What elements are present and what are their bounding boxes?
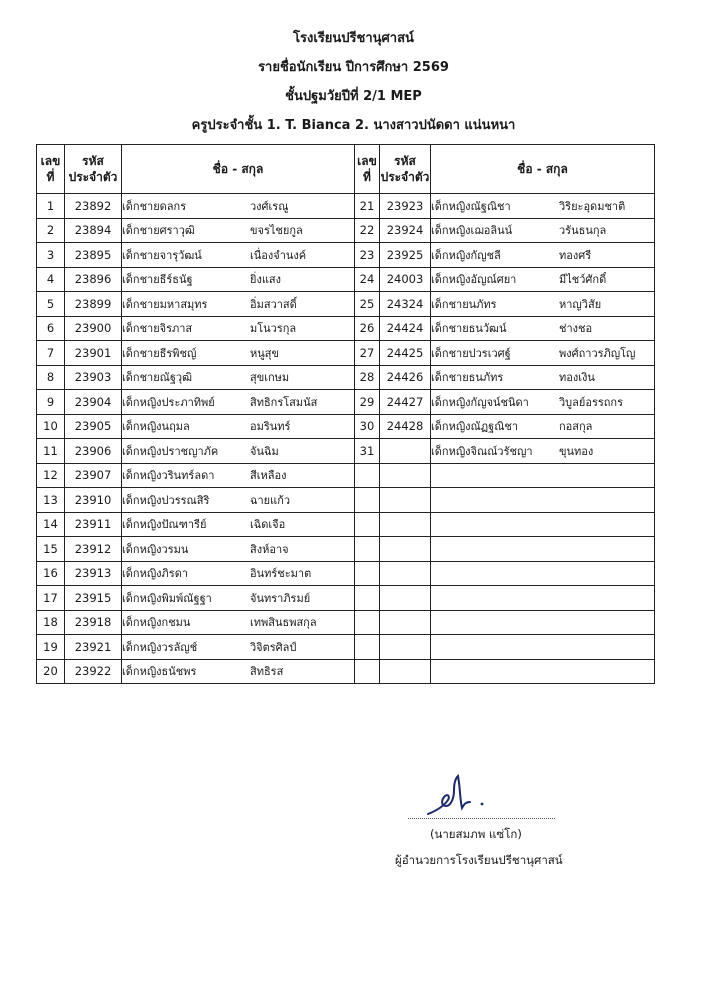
student-last-name: สุขเกษม — [250, 371, 290, 385]
student-first-name: เด็กหญิงปัณฑารีย์ — [122, 518, 207, 532]
student-name-cell — [431, 292, 655, 317]
student-number: 27 — [355, 341, 380, 366]
student-last-name: อินทร์ชะมาต — [250, 567, 312, 581]
student-number: 17 — [37, 586, 65, 611]
col-header-no: เลข ที่ — [37, 145, 65, 194]
table-row — [37, 610, 655, 635]
student-name-cell — [122, 610, 355, 635]
student-number: 19 — [37, 635, 65, 660]
student-name-cell — [431, 267, 655, 292]
student-last-name: จันทราภิรมย์ — [250, 591, 311, 605]
student-name-cell — [122, 341, 355, 366]
student-name-cell — [122, 218, 355, 243]
student-first-name: เด็กชายนภัทร — [431, 297, 497, 311]
student-id: 24324 — [380, 292, 431, 317]
student-first-name: เด็กหญิงวรมน — [122, 542, 189, 556]
student-last-name: ช่างชอ — [559, 322, 593, 336]
student-first-name: เด็กหญิงอัญณ์ศยา — [431, 273, 517, 287]
empty-cell — [355, 610, 380, 635]
empty-cell — [355, 488, 380, 513]
student-first-name: เด็กชายดลกร — [122, 199, 187, 213]
student-last-name: หาญวิสัย — [559, 297, 602, 311]
student-id: 23906 — [65, 439, 122, 464]
student-id: 23923 — [380, 194, 431, 219]
student-number: 28 — [355, 365, 380, 390]
director-signature — [408, 760, 558, 820]
student-number: 15 — [37, 537, 65, 562]
table-row — [37, 267, 655, 292]
table-row — [37, 488, 655, 513]
student-last-name: วิจิตรศิลป์ — [250, 640, 297, 654]
table-row — [37, 292, 655, 317]
student-first-name: เด็กหญิงณัฏฐณิชา — [431, 420, 519, 434]
empty-cell — [355, 537, 380, 562]
student-last-name: วิบูลย์อรรถกร — [559, 395, 623, 409]
student-name-cell — [122, 463, 355, 488]
student-number: 21 — [355, 194, 380, 219]
student-id: 23904 — [65, 390, 122, 415]
student-last-name: สีเหลือง — [250, 469, 287, 483]
table-row — [37, 439, 655, 464]
student-id: 23899 — [65, 292, 122, 317]
student-last-name: วรันธนกุล — [559, 224, 607, 238]
table-row — [37, 659, 655, 684]
student-id: 24425 — [380, 341, 431, 366]
student-name-cell — [122, 292, 355, 317]
signer-title: ผู้อำนวยการโรงเรียนปรีชานุศาสน์ — [395, 853, 563, 867]
table-row — [37, 512, 655, 537]
student-number: 23 — [355, 243, 380, 268]
empty-cell — [380, 537, 431, 562]
student-name-cell — [431, 194, 655, 219]
student-first-name: เด็กหญิงประภาทิพย์ — [122, 395, 215, 409]
empty-cell — [355, 512, 380, 537]
table-row — [37, 414, 655, 439]
student-name-cell — [122, 390, 355, 415]
student-number: 31 — [355, 439, 380, 464]
student-number: 12 — [37, 463, 65, 488]
student-first-name: เด็กหญิงวรินทร์ลดา — [122, 469, 215, 483]
student-number: 22 — [355, 218, 380, 243]
table-row — [37, 463, 655, 488]
student-number: 14 — [37, 512, 65, 537]
student-name-cell — [122, 414, 355, 439]
student-name-cell — [431, 610, 655, 635]
student-name-cell — [122, 488, 355, 513]
student-first-name: เด็กหญิงภิรดา — [122, 567, 189, 581]
student-last-name: ยิ่งแสง — [250, 273, 281, 287]
student-first-name: เด็กชายธีรพิชญ์ — [122, 346, 197, 360]
student-id: 23913 — [65, 561, 122, 586]
student-id: 24427 — [380, 390, 431, 415]
empty-cell — [355, 561, 380, 586]
class-label: ชั้นปฐมวัยปีที่ 2/1 MEP — [285, 89, 422, 104]
student-name-cell — [122, 365, 355, 390]
student-last-name: สิงห์อาจ — [250, 542, 289, 556]
student-name-cell — [431, 414, 655, 439]
student-name-cell — [122, 267, 355, 292]
student-last-name: หนูสุข — [250, 346, 280, 360]
student-name-cell — [122, 439, 355, 464]
student-name-cell — [431, 586, 655, 611]
student-last-name: ขุนทอง — [559, 444, 594, 458]
student-first-name: เด็กชายปวรเวศฐ์ — [431, 346, 511, 360]
student-id: 23921 — [65, 635, 122, 660]
col-header-id: รหัส ประจำตัว — [65, 145, 122, 194]
table-row — [37, 218, 655, 243]
empty-cell — [355, 463, 380, 488]
student-number: 29 — [355, 390, 380, 415]
student-id: 23924 — [380, 218, 431, 243]
student-last-name: สิทธิกรโสมนัส — [250, 395, 318, 409]
student-number: 20 — [37, 659, 65, 684]
empty-cell — [355, 586, 380, 611]
student-first-name: เด็กหญิงปวรรณสิริ — [122, 493, 210, 507]
student-number: 8 — [37, 365, 65, 390]
student-number: 1 — [37, 194, 65, 219]
student-name-cell — [431, 561, 655, 586]
table-row — [37, 243, 655, 268]
student-first-name: เด็กหญิงณัฐณิชา — [431, 199, 511, 213]
student-number: 9 — [37, 390, 65, 415]
student-id: 23894 — [65, 218, 122, 243]
student-first-name: เด็กชายจารุวัฒน์ — [122, 248, 202, 262]
student-id: 24428 — [380, 414, 431, 439]
student-name-cell — [431, 365, 655, 390]
empty-cell — [380, 586, 431, 611]
student-name-cell — [431, 243, 655, 268]
table-row — [37, 365, 655, 390]
student-first-name: เด็กหญิงจิณณ์วรัชญา — [431, 444, 533, 458]
student-name-cell — [122, 659, 355, 684]
student-id: 23896 — [65, 267, 122, 292]
homeroom-teachers: ครูประจำชั้น 1. T. Bianca 2. นางสาวปนัดดา แน่นหนา — [191, 118, 516, 133]
student-name-cell — [431, 390, 655, 415]
student-number: 30 — [355, 414, 380, 439]
student-last-name: จันฉิม — [250, 444, 279, 458]
student-number: 16 — [37, 561, 65, 586]
student-id: 23901 — [65, 341, 122, 366]
empty-cell — [380, 610, 431, 635]
student-first-name: เด็กชายจิรภาส — [122, 322, 193, 336]
list-title: รายชื่อนักเรียน ปีการศึกษา 2569 — [258, 60, 449, 75]
student-last-name: ฉายแก้ว — [250, 493, 291, 507]
empty-cell — [355, 659, 380, 684]
col-header-name: ชื่อ - สกุล — [122, 145, 355, 194]
student-first-name: เด็กชายธีร์ธนัฐ — [122, 273, 193, 287]
student-number: 3 — [37, 243, 65, 268]
empty-cell — [380, 659, 431, 684]
student-id: 23895 — [65, 243, 122, 268]
student-first-name: เด็กหญิงนฤมล — [122, 420, 190, 434]
student-number: 7 — [37, 341, 65, 366]
student-id: 23910 — [65, 488, 122, 513]
student-name-cell — [431, 341, 655, 366]
student-name-cell — [122, 316, 355, 341]
student-last-name: ทองเงิน — [559, 371, 595, 385]
student-name-cell — [431, 218, 655, 243]
student-first-name: เด็กหญิงปราชญาภัค — [122, 444, 219, 458]
empty-cell — [380, 635, 431, 660]
student-last-name: มโนวรกุล — [250, 322, 297, 336]
student-name-cell — [431, 659, 655, 684]
student-id: 23918 — [65, 610, 122, 635]
student-id: 23912 — [65, 537, 122, 562]
student-name-cell — [431, 316, 655, 341]
empty-cell — [380, 463, 431, 488]
student-id: 23915 — [65, 586, 122, 611]
student-number: 24 — [355, 267, 380, 292]
student-id: 23907 — [65, 463, 122, 488]
student-first-name: เด็กหญิงเฌอลินน์ — [431, 224, 513, 238]
table-header-row — [37, 145, 655, 194]
student-name-cell — [122, 635, 355, 660]
student-last-name: เฉิดเจือ — [250, 518, 286, 532]
student-name-cell — [122, 243, 355, 268]
col-header-no: เลข ที่ — [355, 145, 380, 194]
student-number: 6 — [37, 316, 65, 341]
student-id: 24426 — [380, 365, 431, 390]
student-last-name: เนื่องจำนงค์ — [250, 248, 307, 262]
empty-cell — [380, 561, 431, 586]
student-name-cell — [431, 463, 655, 488]
table-row — [37, 390, 655, 415]
table-row — [37, 537, 655, 562]
student-last-name: ทองศรี — [559, 248, 592, 262]
student-name-cell — [431, 439, 655, 464]
student-number: 11 — [37, 439, 65, 464]
student-id: 23892 — [65, 194, 122, 219]
student-name-cell — [122, 561, 355, 586]
student-last-name: วิริยะอุดมชาติ — [559, 199, 626, 213]
student-last-name: วงศ์เรณู — [250, 199, 289, 213]
student-first-name: เด็กหญิงวรลัญช์ — [122, 640, 198, 654]
student-first-name: เด็กชายศราวุฒิ — [122, 224, 195, 238]
empty-cell — [380, 488, 431, 513]
student-id: 24424 — [380, 316, 431, 341]
school-name: โรงเรียนปรีชานุศาสน์ — [293, 31, 414, 46]
student-name-cell — [122, 586, 355, 611]
student-id: 23900 — [65, 316, 122, 341]
student-number: 4 — [37, 267, 65, 292]
table-row — [37, 194, 655, 219]
student-number: 25 — [355, 292, 380, 317]
student-last-name: อมรินทร์ — [250, 420, 291, 434]
student-id: 23925 — [380, 243, 431, 268]
student-first-name: เด็กชายมหาสมุทร — [122, 297, 208, 311]
table-row — [37, 316, 655, 341]
student-first-name: เด็กหญิงธนัชพร — [122, 665, 197, 679]
table-row — [37, 561, 655, 586]
student-last-name: สิทธิรส — [250, 665, 284, 679]
table-row — [37, 341, 655, 366]
student-name-cell — [122, 537, 355, 562]
student-last-name: เทพสินธพสกุล — [250, 616, 317, 630]
table-row — [37, 586, 655, 611]
student-id: 23911 — [65, 512, 122, 537]
student-last-name: พงศ์ถาวรภิญโญ — [559, 346, 636, 360]
student-id — [380, 439, 431, 464]
student-name-cell — [122, 194, 355, 219]
student-last-name: มีไชว์ศักดิ์ — [559, 273, 607, 287]
student-name-cell — [122, 512, 355, 537]
empty-cell — [380, 512, 431, 537]
student-number: 26 — [355, 316, 380, 341]
student-number: 13 — [37, 488, 65, 513]
student-first-name: เด็กหญิงกัญจน์ชนิดา — [431, 395, 529, 409]
student-roster-table — [36, 144, 655, 684]
table-row — [37, 635, 655, 660]
student-id: 23905 — [65, 414, 122, 439]
student-name-cell — [431, 537, 655, 562]
student-number: 10 — [37, 414, 65, 439]
student-id: 23922 — [65, 659, 122, 684]
empty-cell — [355, 635, 380, 660]
student-number: 18 — [37, 610, 65, 635]
student-name-cell — [431, 635, 655, 660]
signature-line — [408, 818, 555, 819]
student-name-cell — [431, 488, 655, 513]
student-last-name: กอสกุล — [559, 420, 593, 434]
student-id: 24003 — [380, 267, 431, 292]
student-first-name: เด็กหญิงกชมน — [122, 616, 191, 630]
col-header-id: รหัส ประจำตัว — [380, 145, 431, 194]
student-last-name: อิ่มสวาสดิ์ — [250, 297, 297, 311]
student-number: 5 — [37, 292, 65, 317]
student-first-name: เด็กชายธนวัฒน์ — [431, 322, 507, 336]
col-header-name: ชื่อ - สกุล — [431, 145, 655, 194]
student-first-name: เด็กหญิงพิมพ์ณัฐฐา — [122, 591, 212, 605]
student-name-cell — [431, 512, 655, 537]
signer-name: (นายสมภพ แซ่โก) — [430, 827, 522, 841]
student-first-name: เด็กชายธนภัทร — [431, 371, 504, 385]
student-number: 2 — [37, 218, 65, 243]
student-id: 23903 — [65, 365, 122, 390]
student-first-name: เด็กชายณัฐวุฒิ — [122, 371, 193, 385]
student-last-name: ขจรไชยกูล — [250, 224, 303, 238]
student-first-name: เด็กหญิงกัญชลี — [431, 248, 501, 262]
